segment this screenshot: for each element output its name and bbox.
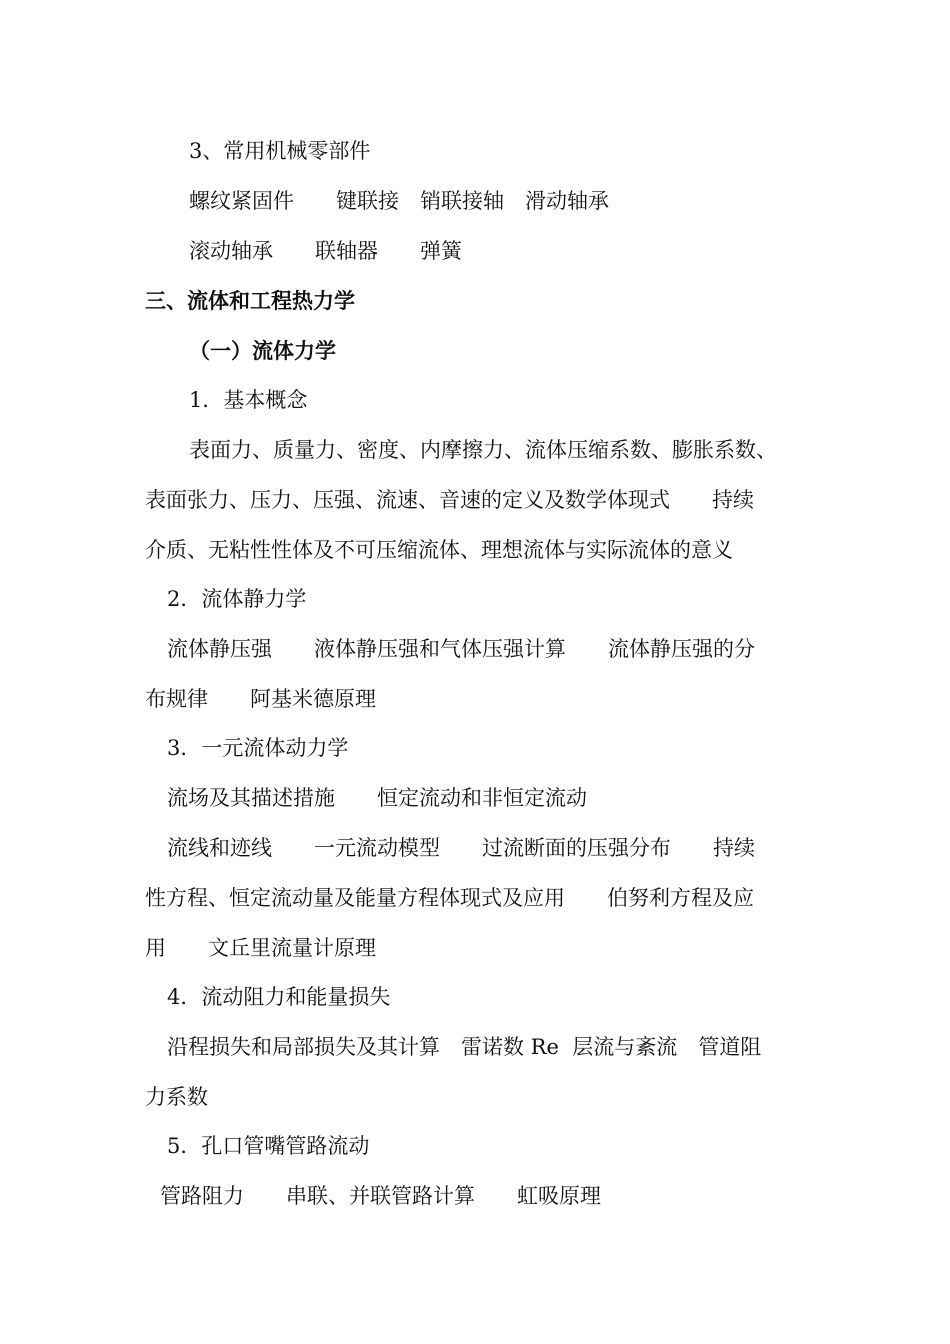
topic-heading-fluid-statics: 2．流体静力学 <box>167 587 307 611</box>
text-line: 滚动轴承 联轴器 弹簧 <box>189 239 462 263</box>
text-line: 介质、无粘性性体及不可压缩流体、理想流体与实际流体的意义 <box>145 538 733 562</box>
text-line: 流场及其描述措施 恒定流动和非恒定流动 <box>167 786 587 810</box>
text-line: 流体静压强 液体静压强和气体压强计算 流体静压强的分 <box>167 637 755 661</box>
text-line: 沿程损失和局部损失及其计算 雷诺数 Re 层流与紊流 管道阻 <box>167 1035 762 1059</box>
text-line: 管路阻力 串联、并联管路计算 虹吸原理 <box>160 1184 601 1208</box>
topic-heading-one-dimensional-dynamics: 3．一元流体动力学 <box>167 736 349 760</box>
text-line: 布规律 阿基米德原理 <box>145 687 376 711</box>
text-line: 力系数 <box>145 1085 208 1109</box>
topic-heading-orifice-nozzle-pipe-flow: 5．孔口管嘴管路流动 <box>167 1134 370 1158</box>
section-heading-fluid-thermodynamics: 三、流体和工程热力学 <box>145 288 355 313</box>
text-line: 用 文丘里流量计原理 <box>145 936 376 960</box>
text-line: 流线和迹线 一元流动模型 过流断面的压强分布 持续 <box>167 836 755 860</box>
text-line: 表面张力、压力、压强、流速、音速的定义及数学体现式 持续 <box>145 488 754 512</box>
topic-heading-basic-concepts: 1．基本概念 <box>189 388 308 412</box>
topic-heading-flow-resistance: 4．流动阻力和能量损失 <box>167 985 391 1009</box>
text-line: 表面力、质量力、密度、内摩擦力、流体压缩系数、膨胀系数、 <box>189 438 777 462</box>
subsection-heading-mechanical-parts: 3、常用机械零部件 <box>189 139 371 163</box>
text-line: 螺纹紧固件 键联接 销联接轴 滑动轴承 <box>189 189 609 213</box>
subsection-heading-fluid-mechanics: （一）流体力学 <box>189 338 336 363</box>
text-line: 性方程、恒定流动量及能量方程体现式及应用 伯努利方程及应 <box>145 886 754 910</box>
